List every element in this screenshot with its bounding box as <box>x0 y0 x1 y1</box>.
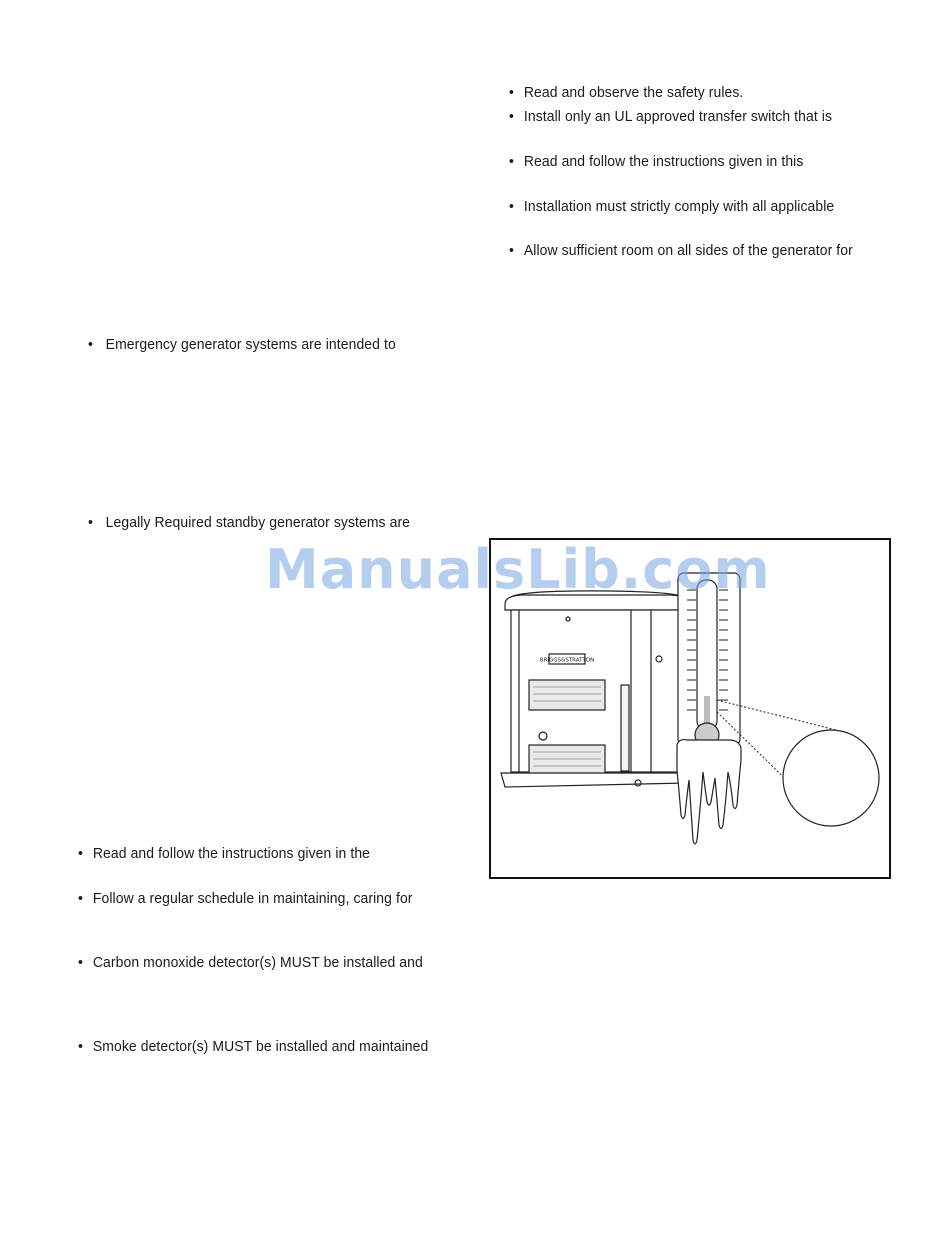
bullet-dot: • <box>509 242 514 259</box>
ice-icicles-icon <box>677 740 741 844</box>
left-list-item-read-follow: • Read and follow the instructions given in the <box>78 845 371 862</box>
bullet-dot: • <box>88 336 93 353</box>
left-list-item-schedule: • Follow a regular schedule in maintaining, caring for <box>78 890 413 907</box>
left-list-item-legally-required: • Legally Required standby generator systems are <box>88 514 411 531</box>
bullet-dot: • <box>509 108 514 125</box>
right-list-item-5: • Allow sufficient room on all sides of the generator for <box>509 242 853 259</box>
figure-illustration <box>491 540 889 877</box>
generator-cold-weather-figure <box>489 538 891 879</box>
bullet-dot: • <box>88 514 93 531</box>
bullet-dot: • <box>509 84 514 101</box>
left-list-item-co-detector: • Carbon monoxide detector(s) MUST be installed and <box>78 954 423 971</box>
bullet-dot: • <box>78 845 83 862</box>
bullet-dot: • <box>78 1038 83 1055</box>
bullet-dot: • <box>509 198 514 215</box>
bullet-dot: • <box>78 954 83 971</box>
right-list-item-4: • Installation must strictly comply with all applicable <box>509 198 835 215</box>
watermark-text: ManualsLib.com <box>265 538 771 601</box>
bullet-dot: • <box>78 890 83 907</box>
left-list-item-emergency: • Emergency generator systems are intended to <box>88 336 396 353</box>
thermometer-icon <box>678 573 740 747</box>
right-list-item-1: • Read and observe the safety rules. <box>509 84 744 101</box>
generator-icon <box>501 591 689 787</box>
right-list-item-3: • Read and follow the instructions given in this <box>509 153 804 170</box>
brand-plate-text: BRIGGS&STRATTON <box>539 657 595 664</box>
bullet-dot: • <box>509 153 514 170</box>
left-list-item-smoke-detector: • Smoke detector(s) MUST be installed and maintained <box>78 1038 429 1055</box>
right-list-item-2: • Install only an UL approved transfer switch that is <box>509 108 833 125</box>
